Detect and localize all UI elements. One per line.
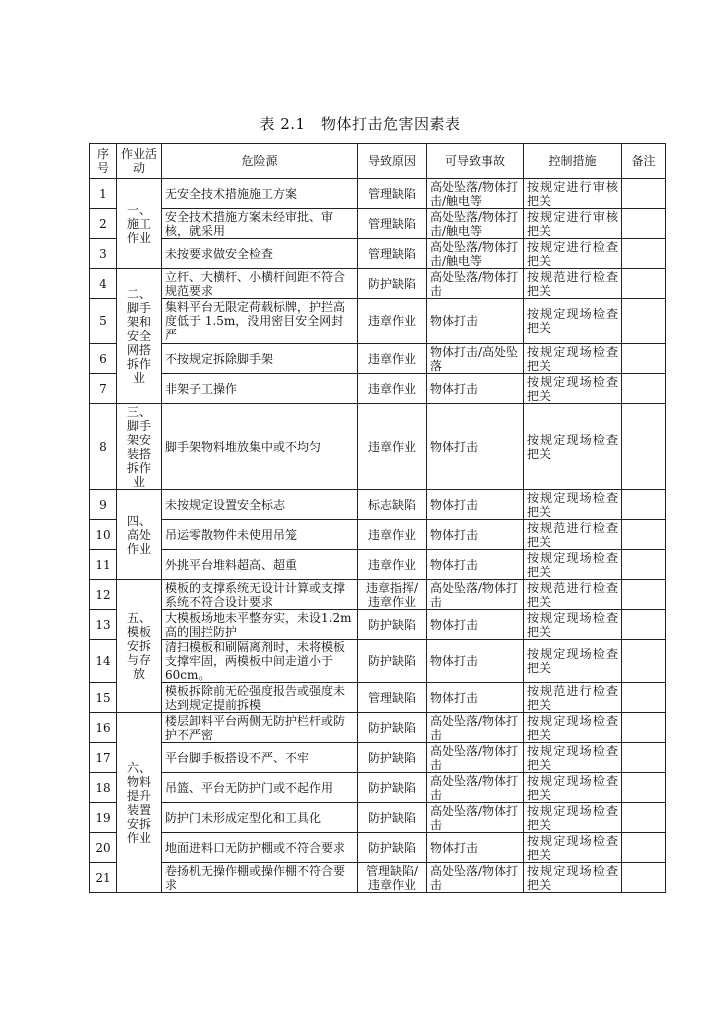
hazard-cell: 平台脚手板搭设不严、不牢 [162,743,358,773]
hazard-cell: 未按要求做安全检查 [162,239,358,269]
row-number: 15 [90,683,117,713]
activity-label: 五、 模板 安拆 与存 放 [126,611,151,681]
accident-cell: 高处坠落/物体打击 [427,743,524,773]
activity-cell [117,490,162,580]
accident-cell: 高处坠落/物体打击/触电等 [427,239,524,269]
accident-cell: 高处坠落/物体打击 [427,863,524,893]
accident-cell: 物体打击 [427,550,524,580]
hazard-cell: 吊运零散物件未使用吊笼 [162,520,358,550]
measure-cell: 按规范进行检查把关 [524,580,622,610]
table-row [90,773,666,803]
cause-cell: 防护缺陷 [358,833,427,863]
hazard-cell: 模板拆除前无砼强度报告或强度未达到规定提前拆模 [162,683,358,713]
measure-cell: 按规定现场检查把关 [524,803,622,833]
measure-cell: 按规定现场检查把关 [524,713,622,743]
table-row [90,239,666,269]
measure-cell: 按规定进行审核把关 [524,179,622,209]
note-cell [622,580,666,610]
accident-cell: 高处坠落/物体打击 [427,803,524,833]
note-cell [622,610,666,640]
header-accident: 可导致事故 [427,144,524,179]
row-number: 9 [90,490,117,520]
hazard-table [89,143,666,893]
activity-label: 一、 施工 作业 [126,202,151,245]
hazard-cell: 脚手架物料堆放集中或不均匀 [162,404,358,490]
row-number: 13 [90,610,117,640]
note-cell [622,404,666,490]
table-row [90,550,666,580]
note-cell [622,803,666,833]
activity-label: 四、 高处 作业 [126,513,151,556]
measure-cell: 按规范进行检查把关 [524,269,622,299]
cause-cell: 管理缺陷 [358,179,427,209]
hazard-cell: 集料平台无限定荷载标牌，护拦高度低于 1.5m，没用密目安全网封严 [162,299,358,344]
measure-cell: 按规范进行检查把关 [524,683,622,713]
table-row [90,269,666,299]
table-row [90,520,666,550]
accident-cell: 物体打击 [427,374,524,404]
activity-cell [117,404,162,490]
table-row [90,743,666,773]
measure-cell: 按规定现场检查把关 [524,404,622,490]
accident-cell: 物体打击 [427,833,524,863]
hazard-cell: 地面进料口无防护棚或不符合要求 [162,833,358,863]
accident-cell: 物体打击 [427,490,524,520]
row-number: 17 [90,743,117,773]
accident-cell: 物体打击 [427,640,524,683]
hazard-cell: 楼层卸料平台两侧无防护栏杆或防护不严密 [162,713,358,743]
note-cell [622,743,666,773]
table-row [90,344,666,374]
header-cause: 导致原因 [358,144,427,179]
table-row [90,683,666,713]
measure-cell: 按规定现场检查把关 [524,773,622,803]
cause-cell: 违章作业 [358,374,427,404]
accident-cell: 物体打击 [427,610,524,640]
row-number: 2 [90,209,117,239]
cause-cell: 防护缺陷 [358,269,427,299]
measure-cell: 按规范进行检查把关 [524,520,622,550]
row-number: 12 [90,580,117,610]
accident-cell: 高处坠落/物体打击 [427,773,524,803]
table-row [90,863,666,893]
cause-cell: 防护缺陷 [358,713,427,743]
cause-cell: 违章作业 [358,404,427,490]
hazard-cell: 未按规定设置安全标志 [162,490,358,520]
note-cell [622,209,666,239]
note-cell [622,520,666,550]
accident-cell: 物体打击 [427,299,524,344]
table-row [90,713,666,743]
accident-cell: 物体打击/高处坠落 [427,344,524,374]
row-number: 19 [90,803,117,833]
measure-cell: 按规定现场检查把关 [524,374,622,404]
cause-cell: 标志缺陷 [358,490,427,520]
measure-cell: 按规定现场检查把关 [524,743,622,773]
activity-label: 二、 脚手 架和 安全 网搭 拆作 业 [126,287,151,385]
cause-cell: 违章作业 [358,550,427,580]
cause-cell: 防护缺陷 [358,803,427,833]
cause-cell: 管理缺陷 [358,239,427,269]
hazard-cell: 安全技术措施方案未经审批、审核，就采用 [162,209,358,239]
table-row [90,640,666,683]
header-note: 备注 [622,144,666,179]
header-seq: 序号 [90,144,117,179]
note-cell [622,239,666,269]
table-row [90,299,666,344]
measure-cell: 按规定现场检查把关 [524,833,622,863]
note-cell [622,490,666,520]
cause-cell: 违章作业 [358,344,427,374]
hazard-cell: 卷扬机无操作棚或操作棚不符合要求 [162,863,358,893]
hazard-cell: 大模板场地未平整夯实，未设1.2m 高的围拦防护 [162,610,358,640]
cause-cell: 违章指挥/违章作业 [358,580,427,610]
row-number: 20 [90,833,117,863]
table-row [90,580,666,610]
row-number: 7 [90,374,117,404]
table-row [90,179,666,209]
table-row [90,610,666,640]
accident-cell: 高处坠落/物体打击 [427,269,524,299]
activity-cell [117,713,162,893]
table-row [90,404,666,490]
accident-cell: 高处坠落/物体打击 [427,580,524,610]
cause-cell: 防护缺陷 [358,773,427,803]
hazard-cell: 防护门未形成定型化和工具化 [162,803,358,833]
measure-cell: 按规定现场检查把关 [524,299,622,344]
measure-cell: 按规定现场检查把关 [524,863,622,893]
accident-cell: 高处坠落/物体打击/触电等 [427,209,524,239]
row-number: 8 [90,404,117,490]
hazard-cell: 不按规定拆除脚手架 [162,344,358,374]
row-number: 16 [90,713,117,743]
hazard-cell: 吊篮、平台无防护门或不起作用 [162,773,358,803]
activity-cell [117,269,162,404]
activity-label: 六、 物料 提升 装置 安拆 作业 [126,760,151,845]
row-number: 11 [90,550,117,580]
measure-cell: 按规定现场检查把关 [524,640,622,683]
row-number: 1 [90,179,117,209]
note-cell [622,269,666,299]
table-row [90,490,666,520]
row-number: 3 [90,239,117,269]
table-title: 表 2.1 物体打击危害因素表 [259,115,461,133]
hazard-cell: 外挑平台堆料超高、超重 [162,550,358,580]
activity-cell [117,580,162,713]
note-cell [622,550,666,580]
accident-cell: 高处坠落/物体打击 [427,713,524,743]
note-cell [622,683,666,713]
hazard-cell: 无安全技术措施施工方案 [162,179,358,209]
note-cell [622,863,666,893]
table-header-row [90,144,666,179]
table-row [90,803,666,833]
row-number: 4 [90,269,117,299]
note-cell [622,640,666,683]
measure-cell: 按规定现场检查把关 [524,550,622,580]
accident-cell: 物体打击 [427,404,524,490]
cause-cell: 防护缺陷 [358,640,427,683]
hazard-cell: 立杆、大横杆、小横杆间距不符合规范要求 [162,269,358,299]
measure-cell: 按规定现场检查把关 [524,610,622,640]
cause-cell: 防护缺陷 [358,610,427,640]
cause-cell: 管理缺陷/违章作业 [358,863,427,893]
cause-cell: 防护缺陷 [358,743,427,773]
header-measure: 控制措施 [524,144,622,179]
cause-cell: 违章作业 [358,299,427,344]
note-cell [622,374,666,404]
row-number: 14 [90,640,117,683]
table-row [90,833,666,863]
header-hazard: 危险源 [162,144,358,179]
note-cell [622,299,666,344]
cause-cell: 管理缺陷 [358,683,427,713]
header-activity: 作业活动 [117,144,162,179]
activity-label: 三、 脚手 架安 装搭 拆作 业 [126,404,151,489]
measure-cell: 按规定现场检查把关 [524,344,622,374]
table-row [90,374,666,404]
note-cell [622,179,666,209]
measure-cell: 按规定进行审核把关 [524,209,622,239]
cause-cell: 管理缺陷 [358,209,427,239]
hazard-cell: 模板的支撑系统无设计计算或支撑系统不符合设计要求 [162,580,358,610]
hazard-cell: 清扫模板和刷隔离剂时，未将模板支撑牢固，两模板中间走道小于 60cm。 [162,640,358,683]
accident-cell: 物体打击 [427,520,524,550]
table-row [90,209,666,239]
note-cell [622,713,666,743]
activity-cell [117,179,162,269]
accident-cell: 高处坠落/物体打击/触电等 [427,179,524,209]
cause-cell: 违章作业 [358,520,427,550]
hazard-cell: 非架子工操作 [162,374,358,404]
row-number: 18 [90,773,117,803]
accident-cell: 物体打击 [427,683,524,713]
row-number: 10 [90,520,117,550]
row-number: 21 [90,863,117,893]
row-number: 6 [90,344,117,374]
measure-cell: 按规定现场检查把关 [524,490,622,520]
note-cell [622,833,666,863]
note-cell [622,344,666,374]
measure-cell: 按规定进行检查把关 [524,239,622,269]
note-cell [622,773,666,803]
row-number: 5 [90,299,117,344]
